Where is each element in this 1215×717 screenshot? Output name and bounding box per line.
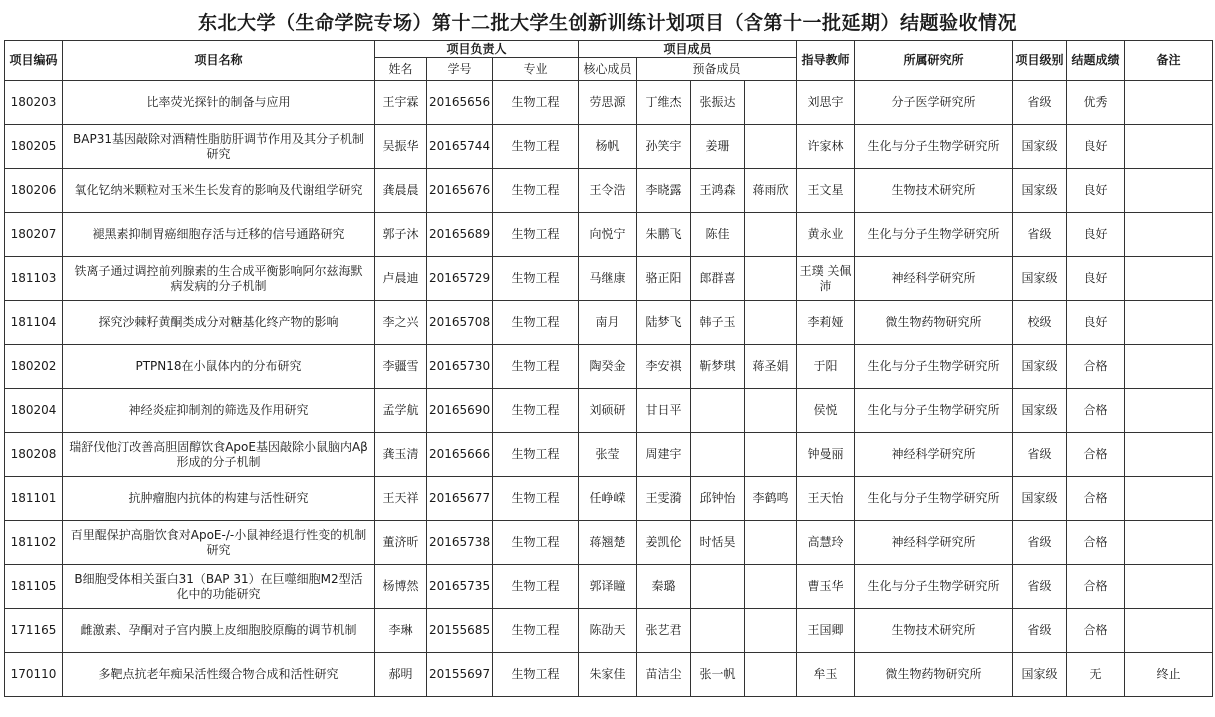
- cell-student-id: 20165656: [427, 81, 493, 125]
- cell-leader: 王宇霖: [375, 81, 427, 125]
- cell-backup-3: [745, 653, 797, 697]
- table-row: [5, 477, 1213, 521]
- table-row: [5, 169, 1213, 213]
- cell-result: 合格: [1067, 477, 1125, 521]
- cell-remark: [1125, 477, 1213, 521]
- cell-student-id: 20155697: [427, 653, 493, 697]
- cell-major: 生物工程: [493, 169, 579, 213]
- cell-code: 181103: [5, 257, 63, 301]
- cell-backup-1: 姜凯伦: [637, 521, 691, 565]
- cell-project-name: 雌激素、孕酮对子宫内膜上皮细胞胶原酶的调节机制: [63, 609, 375, 653]
- cell-project-name: 瑞舒伐他汀改善高胆固醇饮食ApoE基因敲除小鼠脑内Aβ形成的分子机制: [63, 433, 375, 477]
- cell-remark: [1125, 609, 1213, 653]
- cell-major: 生物工程: [493, 301, 579, 345]
- cell-core-member: 任峥嵘: [579, 477, 637, 521]
- cell-project-name: 氧化钇纳米颗粒对玉米生长发育的影响及代谢组学研究: [63, 169, 375, 213]
- cell-project-name: 神经炎症抑制剂的筛选及作用研究: [63, 389, 375, 433]
- cell-backup-2: [691, 609, 745, 653]
- cell-backup-1: 秦璐: [637, 565, 691, 609]
- cell-project-name: 比率荧光探针的制备与应用: [63, 81, 375, 125]
- cell-backup-1: 张艺君: [637, 609, 691, 653]
- cell-code: 181102: [5, 521, 63, 565]
- cell-backup-2: 郎群喜: [691, 257, 745, 301]
- table-row: [5, 609, 1213, 653]
- header-result: 结题成绩: [1067, 41, 1125, 81]
- header-row-1: [5, 41, 1213, 58]
- cell-backup-3: [745, 257, 797, 301]
- cell-level: 国家级: [1013, 125, 1067, 169]
- cell-level: 校级: [1013, 301, 1067, 345]
- cell-project-name: 铁离子通过调控前列腺素的生合成平衡影响阿尔兹海默病发病的分子机制: [63, 257, 375, 301]
- cell-backup-3: 蒋雨欣: [745, 169, 797, 213]
- cell-backup-2: [691, 565, 745, 609]
- cell-remark: 终止: [1125, 653, 1213, 697]
- cell-major: 生物工程: [493, 389, 579, 433]
- cell-advisor: 钟曼丽: [797, 433, 855, 477]
- cell-advisor: 许家林: [797, 125, 855, 169]
- cell-core-member: 蒋翘楚: [579, 521, 637, 565]
- cell-project-name: 褪黑素抑制胃癌细胞存活与迁移的信号通路研究: [63, 213, 375, 257]
- cell-result: 优秀: [1067, 81, 1125, 125]
- cell-major: 生物工程: [493, 565, 579, 609]
- cell-institute: 生化与分子生物学研究所: [855, 125, 1013, 169]
- cell-backup-2: 陈佳: [691, 213, 745, 257]
- cell-institute: 生化与分子生物学研究所: [855, 213, 1013, 257]
- cell-level: 省级: [1013, 609, 1067, 653]
- cell-advisor: 王国卿: [797, 609, 855, 653]
- cell-student-id: 20165744: [427, 125, 493, 169]
- table-row: [5, 81, 1213, 125]
- cell-student-id: 20165738: [427, 521, 493, 565]
- cell-major: 生物工程: [493, 433, 579, 477]
- cell-level: 省级: [1013, 81, 1067, 125]
- cell-backup-3: [745, 609, 797, 653]
- cell-institute: 神经科学研究所: [855, 521, 1013, 565]
- table-row: [5, 433, 1213, 477]
- cell-backup-3: [745, 433, 797, 477]
- cell-code: 181105: [5, 565, 63, 609]
- table-row: [5, 565, 1213, 609]
- cell-project-name: 多靶点抗老年痴呆活性缀合物合成和活性研究: [63, 653, 375, 697]
- table-row: [5, 653, 1213, 697]
- cell-level: 省级: [1013, 565, 1067, 609]
- cell-leader: 卢晨迪: [375, 257, 427, 301]
- cell-major: 生物工程: [493, 521, 579, 565]
- cell-institute: 生物技术研究所: [855, 169, 1013, 213]
- table-row: [5, 213, 1213, 257]
- cell-backup-1: 李晓露: [637, 169, 691, 213]
- table-row: [5, 257, 1213, 301]
- header-level: 项目级别: [1013, 41, 1067, 81]
- cell-backup-1: 苗洁尘: [637, 653, 691, 697]
- cell-backup-2: 韩子玉: [691, 301, 745, 345]
- cell-core-member: 杨帆: [579, 125, 637, 169]
- cell-remark: [1125, 565, 1213, 609]
- cell-code: 171165: [5, 609, 63, 653]
- cell-institute: 生物技术研究所: [855, 609, 1013, 653]
- cell-level: 省级: [1013, 433, 1067, 477]
- cell-advisor: 侯悦: [797, 389, 855, 433]
- header-members-group: 项目成员: [579, 41, 797, 58]
- cell-level: 国家级: [1013, 345, 1067, 389]
- cell-core-member: 郭译瞳: [579, 565, 637, 609]
- cell-project-name: BAP31基因敲除对酒精性脂肪肝调节作用及其分子机制研究: [63, 125, 375, 169]
- cell-student-id: 20165708: [427, 301, 493, 345]
- cell-leader: 董济昕: [375, 521, 427, 565]
- cell-remark: [1125, 169, 1213, 213]
- cell-major: 生物工程: [493, 609, 579, 653]
- cell-result: 良好: [1067, 125, 1125, 169]
- cell-result: 合格: [1067, 433, 1125, 477]
- cell-major: 生物工程: [493, 257, 579, 301]
- cell-core-member: 向悦宁: [579, 213, 637, 257]
- header-leader-group: 项目负责人: [375, 41, 579, 58]
- header-backup-members: 预备成员: [637, 58, 797, 81]
- cell-result: 合格: [1067, 565, 1125, 609]
- cell-project-name: 探究沙棘籽黄酮类成分对糖基化终产物的影响: [63, 301, 375, 345]
- cell-backup-1: 孙笑宇: [637, 125, 691, 169]
- cell-advisor: 李莉娅: [797, 301, 855, 345]
- cell-backup-2: [691, 433, 745, 477]
- cell-backup-2: 姜珊: [691, 125, 745, 169]
- header-major: 专业: [493, 58, 579, 81]
- cell-student-id: 20165666: [427, 433, 493, 477]
- cell-institute: 神经科学研究所: [855, 257, 1013, 301]
- cell-project-name: PTPN18在小鼠体内的分布研究: [63, 345, 375, 389]
- cell-advisor: 高慧玲: [797, 521, 855, 565]
- cell-backup-3: 李鹤鸣: [745, 477, 797, 521]
- cell-result: 良好: [1067, 301, 1125, 345]
- cell-result: 合格: [1067, 345, 1125, 389]
- cell-leader: 杨博然: [375, 565, 427, 609]
- header-core-member: 核心成员: [579, 58, 637, 81]
- cell-major: 生物工程: [493, 81, 579, 125]
- cell-leader: 龚玉清: [375, 433, 427, 477]
- cell-backup-3: [745, 81, 797, 125]
- cell-level: 省级: [1013, 521, 1067, 565]
- cell-core-member: 南月: [579, 301, 637, 345]
- cell-remark: [1125, 389, 1213, 433]
- cell-code: 170110: [5, 653, 63, 697]
- cell-backup-3: 蒋圣娟: [745, 345, 797, 389]
- cell-advisor: 于阳: [797, 345, 855, 389]
- cell-backup-3: [745, 521, 797, 565]
- cell-backup-2: 时恬昊: [691, 521, 745, 565]
- cell-backup-2: 靳梦琪: [691, 345, 745, 389]
- cell-project-name: 抗肿瘤胞内抗体的构建与活性研究: [63, 477, 375, 521]
- cell-code: 180207: [5, 213, 63, 257]
- header-remark: 备注: [1125, 41, 1213, 81]
- cell-backup-2: 张振达: [691, 81, 745, 125]
- cell-remark: [1125, 433, 1213, 477]
- cell-core-member: 张莹: [579, 433, 637, 477]
- cell-code: 180202: [5, 345, 63, 389]
- header-advisor: 指导教师: [797, 41, 855, 81]
- cell-leader: 李疆雪: [375, 345, 427, 389]
- table-row: [5, 345, 1213, 389]
- cell-backup-3: [745, 213, 797, 257]
- cell-leader: 孟学航: [375, 389, 427, 433]
- cell-result: 合格: [1067, 521, 1125, 565]
- cell-code: 181101: [5, 477, 63, 521]
- cell-core-member: 马继康: [579, 257, 637, 301]
- cell-code: 180205: [5, 125, 63, 169]
- cell-code: 180206: [5, 169, 63, 213]
- cell-level: 国家级: [1013, 257, 1067, 301]
- cell-advisor: 刘思宇: [797, 81, 855, 125]
- cell-code: 180204: [5, 389, 63, 433]
- cell-level: 省级: [1013, 213, 1067, 257]
- cell-level: 国家级: [1013, 169, 1067, 213]
- cell-institute: 生化与分子生物学研究所: [855, 345, 1013, 389]
- cell-level: 国家级: [1013, 389, 1067, 433]
- cell-institute: 神经科学研究所: [855, 433, 1013, 477]
- cell-backup-1: 周建宇: [637, 433, 691, 477]
- cell-leader: 李琳: [375, 609, 427, 653]
- cell-project-name: B细胞受体相关蛋白31（BAP 31）在巨噬细胞M2型活化中的功能研究: [63, 565, 375, 609]
- cell-backup-1: 王雯漪: [637, 477, 691, 521]
- cell-student-id: 20165689: [427, 213, 493, 257]
- table-row: [5, 521, 1213, 565]
- cell-core-member: 陈劭天: [579, 609, 637, 653]
- cell-major: 生物工程: [493, 653, 579, 697]
- cell-major: 生物工程: [493, 345, 579, 389]
- cell-core-member: 朱家佳: [579, 653, 637, 697]
- cell-core-member: 劳思源: [579, 81, 637, 125]
- cell-leader: 李之兴: [375, 301, 427, 345]
- cell-advisor: 曹玉华: [797, 565, 855, 609]
- cell-leader: 郭子沐: [375, 213, 427, 257]
- results-table: [4, 40, 1213, 697]
- cell-institute: 生化与分子生物学研究所: [855, 565, 1013, 609]
- table-row: [5, 301, 1213, 345]
- cell-backup-2: 王鸿森: [691, 169, 745, 213]
- cell-remark: [1125, 81, 1213, 125]
- cell-backup-1: 丁维杰: [637, 81, 691, 125]
- cell-student-id: 20165690: [427, 389, 493, 433]
- cell-major: 生物工程: [493, 477, 579, 521]
- cell-institute: 微生物药物研究所: [855, 301, 1013, 345]
- cell-backup-1: 李安祺: [637, 345, 691, 389]
- cell-backup-3: [745, 125, 797, 169]
- cell-major: 生物工程: [493, 213, 579, 257]
- cell-core-member: 陶癸金: [579, 345, 637, 389]
- cell-core-member: 刘硕研: [579, 389, 637, 433]
- header-project-name: 项目名称: [63, 41, 375, 81]
- cell-level: 国家级: [1013, 477, 1067, 521]
- header-project-code: 项目编码: [5, 41, 63, 81]
- cell-backup-2: [691, 389, 745, 433]
- cell-advisor: 黄永业: [797, 213, 855, 257]
- cell-institute: 分子医学研究所: [855, 81, 1013, 125]
- cell-code: 180208: [5, 433, 63, 477]
- table-row: [5, 125, 1213, 169]
- cell-leader: 龚晨晨: [375, 169, 427, 213]
- cell-result: 良好: [1067, 169, 1125, 213]
- cell-remark: [1125, 521, 1213, 565]
- cell-remark: [1125, 301, 1213, 345]
- cell-backup-1: 甘日平: [637, 389, 691, 433]
- cell-backup-1: 陆梦飞: [637, 301, 691, 345]
- cell-institute: 微生物药物研究所: [855, 653, 1013, 697]
- cell-remark: [1125, 345, 1213, 389]
- cell-result: 无: [1067, 653, 1125, 697]
- cell-leader: 郝明: [375, 653, 427, 697]
- cell-backup-3: [745, 389, 797, 433]
- cell-student-id: 20165677: [427, 477, 493, 521]
- header-student-id: 学号: [427, 58, 493, 81]
- cell-result: 良好: [1067, 213, 1125, 257]
- cell-major: 生物工程: [493, 125, 579, 169]
- cell-advisor: 牟玉: [797, 653, 855, 697]
- table-row: [5, 389, 1213, 433]
- cell-code: 181104: [5, 301, 63, 345]
- cell-result: 良好: [1067, 257, 1125, 301]
- cell-student-id: 20165730: [427, 345, 493, 389]
- cell-remark: [1125, 213, 1213, 257]
- cell-backup-1: 骆正阳: [637, 257, 691, 301]
- cell-institute: 生化与分子生物学研究所: [855, 477, 1013, 521]
- cell-backup-3: [745, 565, 797, 609]
- cell-advisor: 王天怡: [797, 477, 855, 521]
- cell-advisor: 王文星: [797, 169, 855, 213]
- document-title: 东北大学（生命学院专场）第十二批大学生创新训练计划项目（含第十一批延期）结题验收情况: [197, 12, 1017, 34]
- cell-institute: 生化与分子生物学研究所: [855, 389, 1013, 433]
- cell-student-id: 20155685: [427, 609, 493, 653]
- cell-backup-1: 朱鹏飞: [637, 213, 691, 257]
- cell-student-id: 20165729: [427, 257, 493, 301]
- cell-leader: 吴振华: [375, 125, 427, 169]
- cell-advisor: 王璞 关佩沛: [797, 257, 855, 301]
- cell-student-id: 20165676: [427, 169, 493, 213]
- cell-remark: [1125, 257, 1213, 301]
- header-institute: 所属研究所: [855, 41, 1013, 81]
- cell-result: 合格: [1067, 609, 1125, 653]
- cell-core-member: 王令浩: [579, 169, 637, 213]
- cell-project-name: 百里醌保护高脂饮食对ApoE-/-小鼠神经退行性变的机制研究: [63, 521, 375, 565]
- cell-level: 国家级: [1013, 653, 1067, 697]
- cell-backup-2: 邱钟怡: [691, 477, 745, 521]
- cell-backup-3: [745, 301, 797, 345]
- cell-remark: [1125, 125, 1213, 169]
- cell-backup-2: 张一帆: [691, 653, 745, 697]
- cell-leader: 王天祥: [375, 477, 427, 521]
- cell-student-id: 20165735: [427, 565, 493, 609]
- header-leader-name: 姓名: [375, 58, 427, 81]
- cell-result: 合格: [1067, 389, 1125, 433]
- cell-code: 180203: [5, 81, 63, 125]
